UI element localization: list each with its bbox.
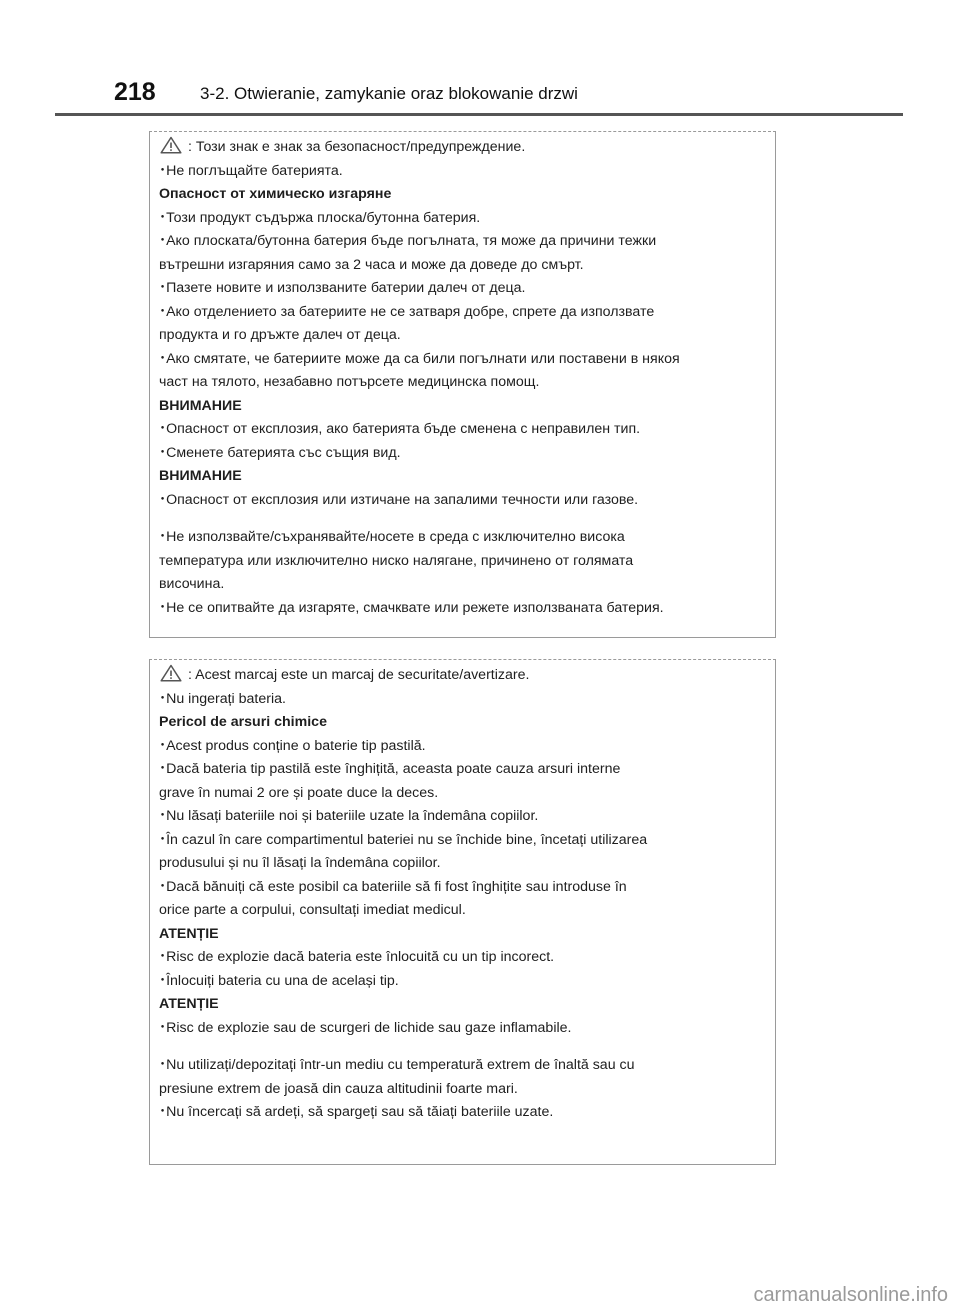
line-text: Опасност от химическо изгаряне [159, 186, 392, 202]
warning-text-line [159, 277, 767, 301]
warning-box-bulgarian [149, 131, 776, 638]
section-title: 3-2. Otwieranie, zamykanie oraz blokowanie drzwi [200, 84, 578, 103]
page-number: 218 [114, 78, 156, 106]
warning-text-line [159, 597, 767, 621]
line-text: Pericol de arsuri chimice [159, 714, 327, 730]
warning-text-line [159, 688, 767, 712]
warning-text-line [159, 442, 767, 466]
warning-heading [159, 465, 767, 489]
warning-text-line [159, 735, 767, 759]
line-text: ･Опасност от експлозия или изтичане на запалими течности или газове. [159, 491, 639, 508]
line-text: ･Nu încercați să ardeți, să spargeți sau să tăiați bateriile uzate. [159, 1104, 554, 1120]
watermark: carmanualsonline.info [753, 1284, 948, 1306]
line-text: ･Пазете новите и използваните батерии далеч от деца. [159, 280, 526, 296]
warning-text-line [159, 254, 767, 278]
warning-text-line [159, 348, 767, 372]
header-divider [55, 113, 903, 116]
warning-text-line [159, 550, 767, 574]
line-text: produsului și nu îl lăsați la îndemâna copiilor. [159, 855, 441, 871]
line-text: ･Ако плоската/бутонна батерия бъде погълната, тя може да причини тежки [159, 233, 657, 249]
line-text: ･Не поглъщайте батерията. [159, 162, 343, 179]
warning-text-line [159, 1054, 767, 1078]
warning-text-line [159, 1017, 767, 1041]
line-text: ВНИМАНИЕ [159, 397, 242, 414]
line-text: orice parte a corpului, consultați imediat medicul. [159, 902, 466, 918]
warning-triangle-icon [160, 664, 182, 682]
line-text: температура или изключително ниско налягане, причинено от голямата [159, 552, 634, 569]
warning-text-line [159, 489, 767, 513]
line-text: ･Ако отделението за батериите не се затваря добре, спрете да използвате [159, 303, 655, 320]
warning-text-line [159, 573, 767, 597]
line-text: : Този знак е знак за безопасност/предупреждение. [188, 139, 526, 155]
warning-text-line [159, 876, 767, 900]
warning-text-line [159, 418, 767, 442]
warning-symbol-caption [159, 664, 767, 688]
line-text: ･Nu ingerați bateria. [159, 690, 286, 707]
line-text: ･Dacă bateria tip pastilă este înghițită, aceasta poate cauza arsuri interne [159, 761, 621, 777]
line-text: : Acest marcaj este un marcaj de securitate/avertizare. [188, 667, 530, 683]
warning-text-line [159, 1078, 767, 1102]
line-text: ･Ако смятате, че батериите може да са били погълнати или поставени в някоя [159, 350, 680, 367]
line-text: ATENȚIE [159, 925, 219, 942]
line-text: ･Dacă bănuiți că este posibil ca bateriile să fi fost înghițite sau introduse în [159, 878, 627, 895]
warning-text-line [159, 758, 767, 782]
warning-text-line [159, 946, 767, 970]
warning-triangle-icon [160, 136, 182, 154]
line-text: ･Acest produs conține o baterie tip pastilă. [159, 737, 426, 754]
line-text: продукта и го дръжте далеч от деца. [159, 327, 401, 343]
warning-text-line [159, 371, 767, 395]
line-text: вътрешни изгаряния само за 2 часа и може да доведе до смърт. [159, 256, 584, 273]
warning-heading [159, 183, 767, 207]
paragraph-gap [159, 512, 767, 526]
warning-box-romanian [149, 659, 776, 1165]
line-text: ･Nu lăsați bateriile noi și bateriile uzate la îndemâna copiilor. [159, 808, 539, 824]
warning-text-line [159, 230, 767, 254]
page-header [0, 0, 960, 118]
warning-text-line [159, 207, 767, 231]
warning-text-line [159, 782, 767, 806]
warning-text-line [159, 829, 767, 853]
warning-symbol-caption [159, 136, 767, 160]
line-text: ･În cazul în care compartimentul bateriei nu se închide bine, încetați utilizarea [159, 831, 648, 848]
line-text: ･Nu utilizați/depozitați într-un mediu cu temperatură extrem de înaltă sau cu [159, 1057, 635, 1073]
warning-text-line [159, 852, 767, 876]
warning-heading [159, 395, 767, 419]
warning-text-line [159, 1101, 767, 1125]
line-text: ･Risc de explozie dacă bateria este înlocuită cu un tip incorect. [159, 949, 555, 965]
line-text: ･Този продукт съдържа плоска/бутонна батерия. [159, 209, 481, 226]
line-text: ATENȚIE [159, 996, 219, 1012]
paragraph-gap [159, 1040, 767, 1054]
line-text: ･Сменете батерията със същия вид. [159, 444, 401, 461]
line-text: ･Risc de explozie sau de scurgeri de lichide sau gaze inflamabile. [159, 1019, 572, 1036]
line-text: ･Не използвайте/съхранявайте/носете в среда с изключително висока [159, 529, 625, 545]
warning-heading [159, 993, 767, 1017]
line-text: grave în numai 2 ore și poate duce la deces. [159, 784, 439, 801]
warning-heading [159, 923, 767, 947]
line-text: височина. [159, 576, 225, 592]
line-text: ･Опасност от експлозия, ако батерията бъде сменена с неправилен тип. [159, 421, 641, 437]
warning-text-line [159, 526, 767, 550]
line-text: presiune extrem de joasă din cauza altitudinii foarte mari. [159, 1080, 518, 1097]
warning-text-line [159, 970, 767, 994]
warning-text-line [159, 301, 767, 325]
line-text: част на тялото, незабавно потърсете медицинска помощ. [159, 374, 540, 390]
warning-text-line [159, 899, 767, 923]
line-text: ВНИМАНИЕ [159, 468, 242, 484]
warning-text-line [159, 805, 767, 829]
line-text: ･Не се опитвайте да изгаряте, смачквате или режете използваната батерия. [159, 599, 664, 616]
warning-text-line [159, 324, 767, 348]
warning-text-line [159, 160, 767, 184]
warning-heading [159, 711, 767, 735]
line-text: ･Înlocuiți bateria cu una de același tip. [159, 972, 399, 989]
